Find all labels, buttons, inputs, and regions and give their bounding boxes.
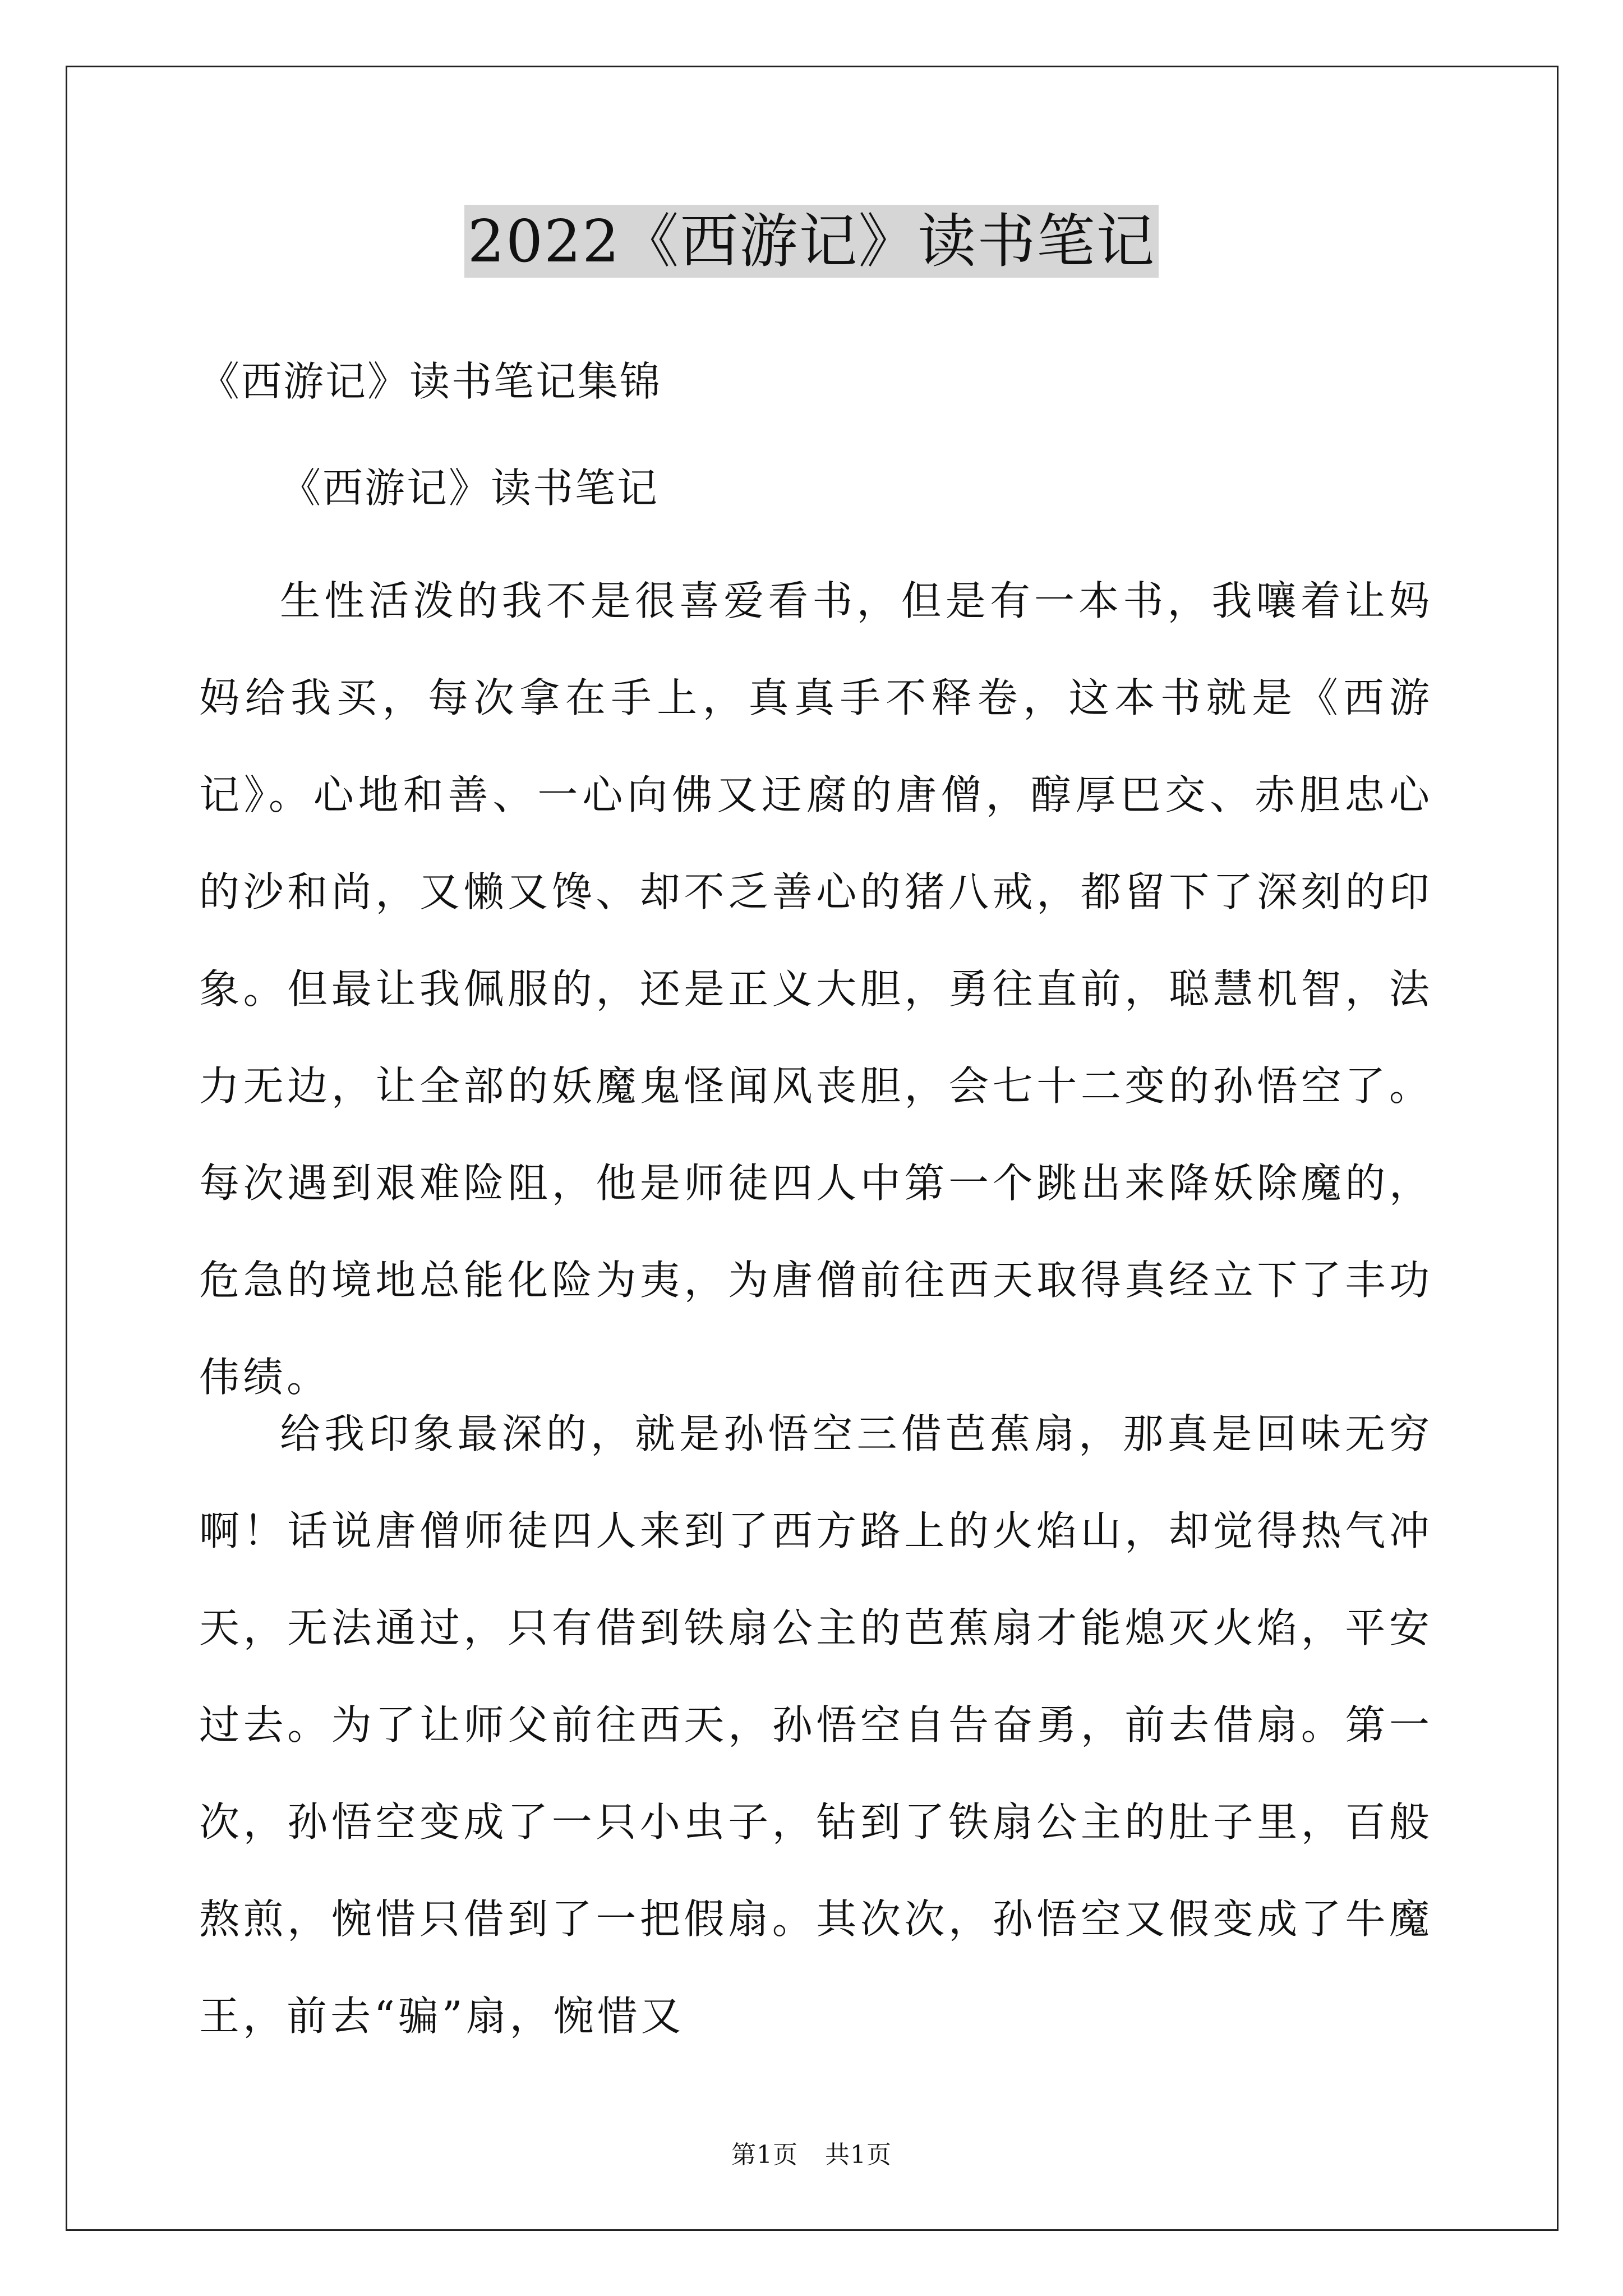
page-footer [0,2138,1623,2172]
document-title-text: 2022《西游记》读书笔记 [464,205,1159,278]
body-paragraph-1: 生性活泼的我不是很喜爱看书，但是有一本书，我嚷着让妈妈给我买，每次拿在手上，真真手不释卷，这本书就是《西游记》。心地和善、一心向佛又迂腐的唐僧，醇厚巴交、赤胆忠心的沙和尚，又懒又馋、却不乏善心的猪八戒，都留下了深刻的印象。但最让我佩服的，还是正义大胆，勇往直前，聪慧机智，法力无边，让全部的妖魔鬼怪闻风丧胆，会七十二变的孙悟空了。每次遇到艰难险阻，他是师徒四人中第一个跳出来降妖除魔的，危急的境地总能化险为夷，为唐僧前往西天取得真经立下了丰功伟绩。 [199,577,1433,1401]
page-number-current: 第1页 [731,2141,798,2169]
document-subtitle: 《西游记》读书笔记集锦 [199,358,662,405]
section-heading: 《西游记》读书笔记 [280,464,660,512]
document-title [0,202,1623,280]
body-paragraph-2: 给我印象最深的，就是孙悟空三借芭蕉扇，那真是回味无穷啊！话说唐僧师徒四人来到了西方路上的火焰山，却觉得热气冲天，无法通过，只有借到铁扇公主的芭蕉扇才能熄灭火焰，平安过去。为了让师父前往西天，孙悟空自告奋勇，前去借扇。第一次，孙悟空变成了一只小虫子，钻到了铁扇公主的肚子里，百般熬煎，惋惜只借到了一把假扇。其次次，孙悟空又假变成了牛魔王，前去“骗”扇，惋惜又 [199,1410,1433,2040]
page-number-total: 共1页 [825,2141,892,2169]
